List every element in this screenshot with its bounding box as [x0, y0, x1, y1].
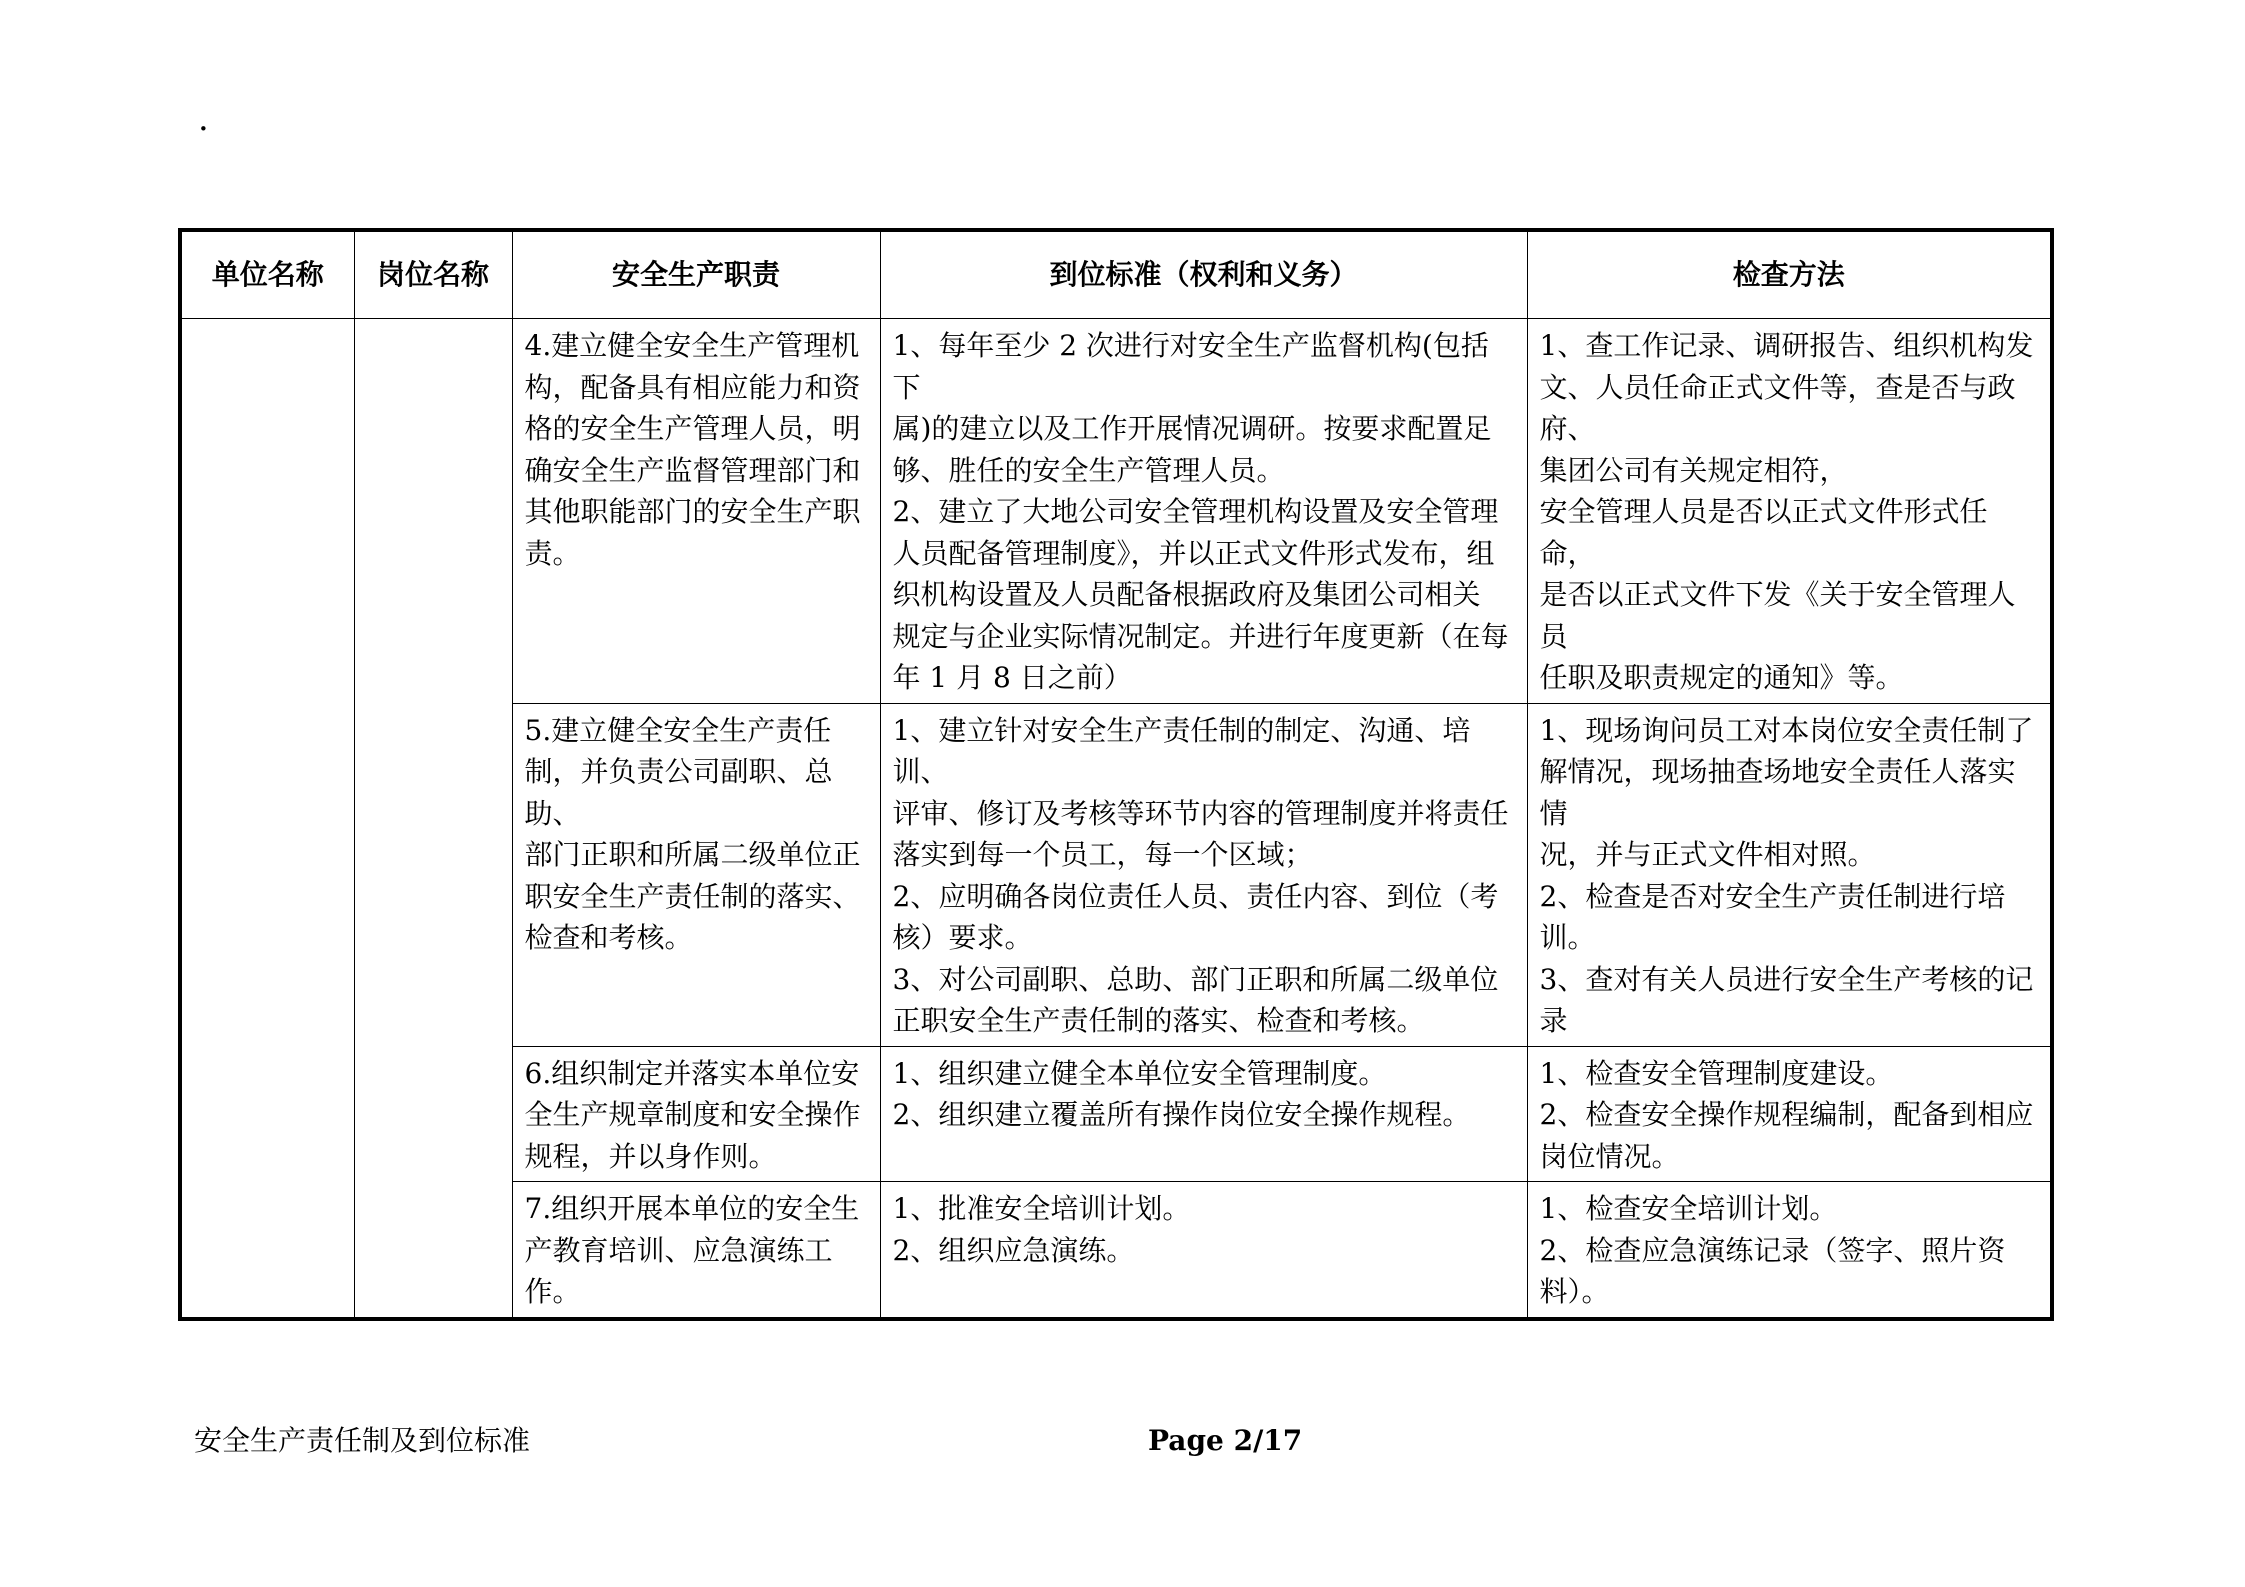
check-line: 2、检查安全操作规程编制，配备到相应 — [1539, 1098, 2034, 1131]
duty-line: 6.组织制定并落实本单位安 — [524, 1056, 860, 1090]
check-line: 1、检查安全管理制度建设。 — [1539, 1056, 1894, 1090]
check-line: 1、查工作记录、调研报告、组织机构发 — [1539, 329, 2034, 362]
duty-line: 其他职能部门的安全生产职 — [524, 495, 861, 528]
check-cell — [1527, 703, 2052, 1046]
check-cell — [1527, 1182, 2052, 1319]
standard-line: 属)的建立以及工作开展情况调研。按要求配置足 — [892, 412, 1492, 445]
check-line: 1、现场询问员工对本岗位安全责任制了 — [1539, 713, 2034, 747]
duty-line: 7.组织开展本单位的安全生 — [524, 1192, 860, 1225]
check-line: 岗位情况。 — [1539, 1139, 1680, 1173]
duty-cell — [512, 1182, 880, 1319]
check-line: 3、查对有关人员进行安全生产考核的记 — [1539, 962, 2034, 996]
header-check: 检查方法 — [1527, 230, 2052, 319]
duty-line: 产教育培训、应急演练工作。 — [524, 1233, 833, 1308]
unit-cell — [180, 319, 354, 1319]
duty-cell — [512, 319, 880, 704]
standard-line: 年 1 月 8 日之前） — [892, 661, 1132, 694]
standard-line: 人员配备管理制度》，并以正式文件形式发布，组 — [892, 536, 1495, 570]
standard-line: 正职安全生产责任制的落实、检查和考核。 — [892, 1004, 1425, 1037]
position-cell — [354, 319, 512, 1319]
duty-line: 4.建立健全安全生产管理机 — [524, 329, 860, 362]
standard-line: 1、每年至少 2 次进行对安全生产监督机构(包括下 — [892, 329, 1489, 404]
standard-cell — [880, 1046, 1527, 1182]
check-cell — [1527, 1046, 2052, 1182]
duty-line: 构，配备具有相应能力和资 — [524, 370, 861, 404]
check-line: 是否以正式文件下发《关于安全管理人员 — [1539, 578, 2016, 653]
standard-line: 3、对公司副职、总助、部门正职和所属二级单位 — [892, 962, 1499, 996]
standard-line: 评审、修订及考核等环节内容的管理制度并将责任 — [892, 796, 1509, 830]
duty-line: 部门正职和所属二级单位正 — [524, 838, 861, 871]
duty-line: 格的安全生产管理人员，明 — [524, 412, 861, 445]
duty-line: 职安全生产责任制的落实、 — [524, 879, 861, 913]
standard-line: 核）要求。 — [892, 921, 1033, 954]
check-cell — [1527, 319, 2052, 704]
check-line: 集团公司有关规定相符， — [1539, 453, 1848, 487]
page-mark: · — [198, 109, 209, 149]
standard-line: 2、应明确各岗位责任人员、责任内容、到位（考 — [892, 879, 1499, 913]
duty-line: 规程，并以身作则。 — [524, 1139, 777, 1173]
standard-cell — [880, 319, 1527, 704]
duty-standard-table — [178, 228, 2054, 1321]
duty-line: 全生产规章制度和安全操作 — [524, 1098, 861, 1131]
duty-line: 确安全生产监督管理部门和 — [524, 453, 861, 487]
standard-line: 1、批准安全培训计划。 — [892, 1192, 1191, 1225]
footer-page-number: Page 2/17 — [1148, 1424, 1303, 1457]
standard-line: 织机构设置及人员配备根据政府及集团公司相关 — [892, 578, 1481, 611]
standard-line: 2、组织应急演练。 — [892, 1233, 1135, 1267]
table-header-row — [180, 230, 2052, 319]
standard-cell — [880, 1182, 1527, 1319]
duty-cell — [512, 703, 880, 1046]
duty-line: 5.建立健全安全生产责任 — [524, 713, 832, 747]
standard-line: 规定与企业实际情况制定。并进行年度更新（在每 — [892, 619, 1509, 653]
duty-cell — [512, 1046, 880, 1182]
header-duty: 安全生产职责 — [512, 230, 880, 319]
standard-line: 1、建立针对安全生产责任制的制定、沟通、培训、 — [892, 713, 1471, 788]
check-line: 1、检查安全培训计划。 — [1539, 1192, 1838, 1225]
header-unit: 单位名称 — [180, 230, 354, 319]
check-line: 2、检查应急演练记录（签字、照片资料）。 — [1539, 1233, 2006, 1308]
standard-line: 落实到每一个员工，每一个区域； — [892, 838, 1313, 871]
table-row — [180, 319, 2052, 704]
check-line: 任职及职责规定的通知》等。 — [1539, 661, 1904, 694]
check-line: 安全管理人员是否以正式文件形式任命， — [1539, 495, 1988, 570]
duty-line: 责。 — [524, 536, 581, 570]
duty-line: 制，并负责公司副职、总助、 — [524, 755, 833, 830]
standard-line: 1、组织建立健全本单位安全管理制度。 — [892, 1056, 1387, 1090]
standard-cell — [880, 703, 1527, 1046]
check-line: 2、检查是否对安全生产责任制进行培训。 — [1539, 879, 2006, 954]
footer-document-title: 安全生产责任制及到位标准 — [194, 1424, 531, 1457]
standard-line: 2、组织建立覆盖所有操作岗位安全操作规程。 — [892, 1098, 1471, 1131]
standard-line: 2、建立了大地公司安全管理机构设置及安全管理 — [892, 495, 1499, 528]
duty-line: 检查和考核。 — [524, 921, 693, 954]
check-line: 况，并与正式文件相对照。 — [1539, 838, 1876, 871]
header-standard: 到位标准（权利和义务） — [880, 230, 1527, 319]
check-line: 文、人员任命正式文件等，查是否与政府、 — [1539, 370, 2016, 445]
header-position: 岗位名称 — [354, 230, 512, 319]
check-line: 解情况，现场抽查场地安全责任人落实情 — [1539, 755, 2016, 830]
check-line: 录 — [1539, 1004, 1568, 1037]
standard-line: 够、胜任的安全生产管理人员。 — [892, 453, 1285, 487]
